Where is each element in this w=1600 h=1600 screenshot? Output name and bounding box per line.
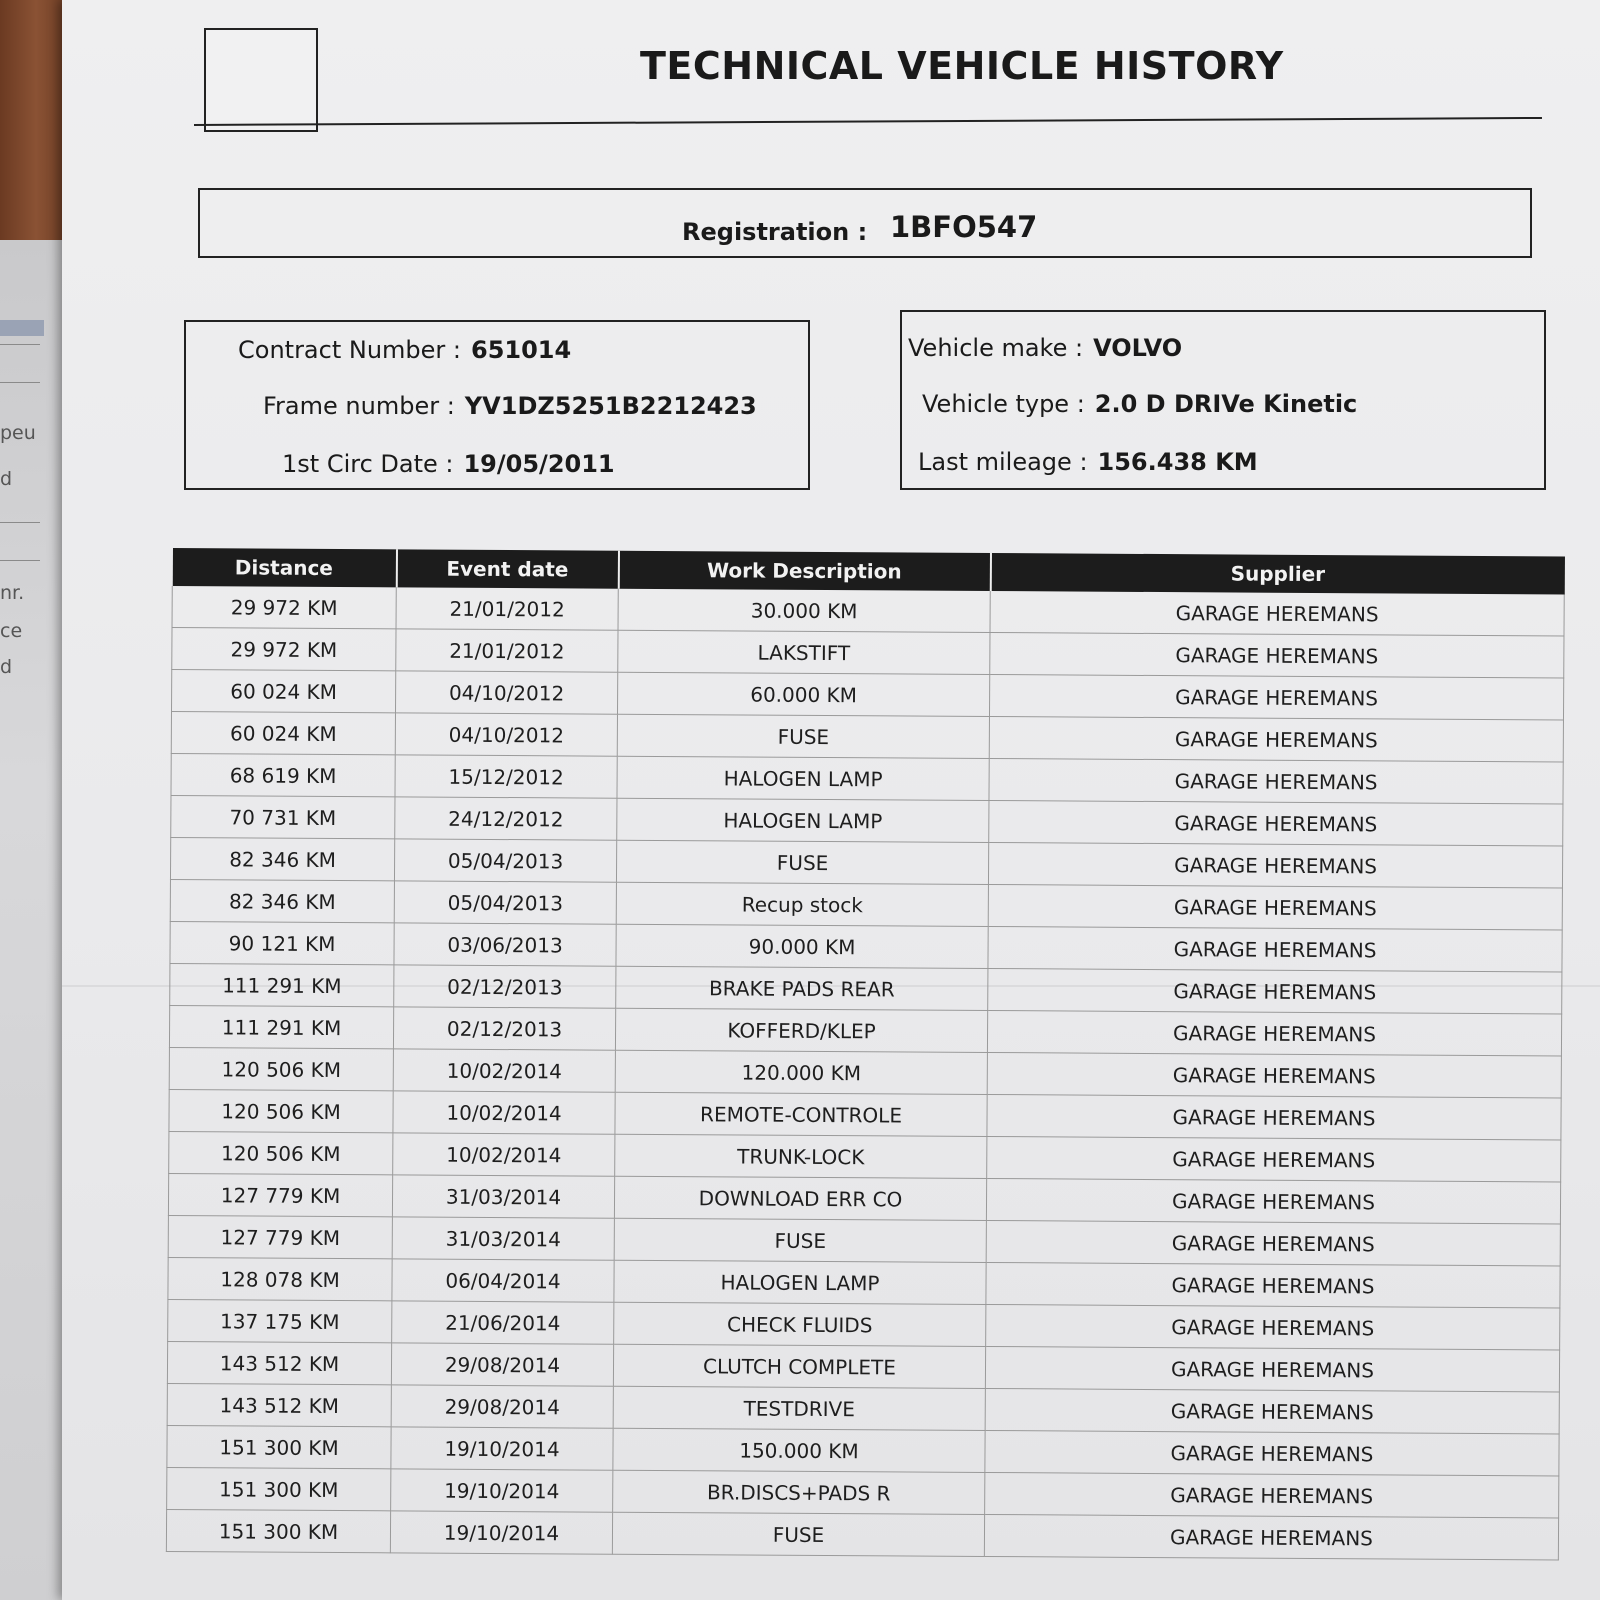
cell-work-description: TESTDRIVE	[613, 1386, 985, 1430]
cell-event-date: 31/03/2014	[392, 1175, 614, 1218]
cell-distance: 143 512 KM	[167, 1383, 391, 1426]
contract-number-field	[238, 336, 571, 364]
cell-supplier: GARAGE HEREMANS	[986, 1304, 1560, 1350]
cell-event-date: 21/01/2012	[396, 587, 618, 630]
cell-event-date: 21/06/2014	[392, 1301, 614, 1344]
cell-distance: 128 078 KM	[168, 1257, 392, 1300]
frame-number-label: Frame number :	[263, 392, 455, 420]
vehicle-make-field	[908, 334, 1182, 362]
cell-supplier: GARAGE HEREMANS	[987, 1094, 1561, 1140]
cell-event-date: 05/04/2013	[394, 881, 616, 924]
cell-supplier: GARAGE HEREMANS	[989, 758, 1563, 804]
cell-distance: 90 121 KM	[170, 921, 394, 964]
cell-event-date: 29/08/2014	[391, 1343, 613, 1386]
cell-supplier: GARAGE HEREMANS	[984, 1514, 1558, 1560]
last-mileage-field	[918, 448, 1258, 476]
cell-work-description: 120.000 KM	[615, 1050, 987, 1094]
underlying-sheet-rule	[0, 560, 40, 561]
cell-distance: 120 506 KM	[169, 1131, 393, 1174]
cell-event-date: 21/01/2012	[396, 629, 618, 672]
cell-supplier: GARAGE HEREMANS	[987, 1136, 1561, 1182]
first-circ-date-value: 19/05/2011	[463, 450, 615, 478]
cell-work-description: KOFFERD/KLEP	[615, 1008, 987, 1052]
cell-distance: 68 619 KM	[171, 753, 395, 796]
last-mileage-value: 156.438 KM	[1097, 448, 1258, 476]
cell-work-description: 90.000 KM	[616, 924, 988, 968]
cell-distance: 29 972 KM	[172, 586, 396, 629]
cell-supplier: GARAGE HEREMANS	[987, 1052, 1561, 1098]
cell-distance: 82 346 KM	[170, 879, 394, 922]
cell-work-description: CHECK FLUIDS	[614, 1302, 986, 1346]
cell-work-description: 30.000 KM	[618, 589, 990, 633]
cell-distance: 120 506 KM	[169, 1047, 393, 1090]
vehicle-type-field	[922, 390, 1357, 418]
underlying-sheet-rule	[0, 382, 40, 383]
history-table-body	[166, 586, 1564, 1560]
frame-number-field	[263, 392, 757, 420]
cell-work-description: BRAKE PADS REAR	[616, 966, 988, 1010]
cell-supplier: GARAGE HEREMANS	[989, 800, 1563, 846]
cell-supplier: GARAGE HEREMANS	[985, 1346, 1559, 1392]
cell-event-date: 24/12/2012	[395, 797, 617, 840]
cell-supplier: GARAGE HEREMANS	[985, 1472, 1559, 1518]
cell-supplier: GARAGE HEREMANS	[990, 591, 1564, 636]
cell-work-description: Recup stock	[616, 882, 988, 926]
cell-distance: 82 346 KM	[170, 837, 394, 880]
cell-supplier: GARAGE HEREMANS	[989, 674, 1563, 720]
cell-distance: 111 291 KM	[170, 963, 394, 1006]
cell-work-description: FUSE	[614, 1218, 986, 1262]
vehicle-type-label: Vehicle type :	[922, 390, 1085, 418]
contract-number-label: Contract Number :	[238, 336, 461, 364]
cell-work-description: TRUNK-LOCK	[615, 1134, 987, 1178]
cell-work-description: FUSE	[617, 714, 989, 758]
column-header-distance: Distance	[172, 548, 396, 587]
cell-distance: 111 291 KM	[169, 1005, 393, 1048]
cell-distance: 60 024 KM	[172, 670, 396, 713]
underlying-sheet-shade	[0, 320, 44, 336]
cell-event-date: 04/10/2012	[395, 671, 617, 714]
table-row	[166, 1509, 1558, 1560]
underlying-sheet-fragment: nr.	[0, 582, 25, 604]
cell-event-date: 10/02/2014	[393, 1049, 615, 1092]
underlying-sheet-rule	[0, 522, 40, 523]
cell-event-date: 02/12/2013	[393, 1007, 615, 1050]
cell-event-date: 15/12/2012	[395, 755, 617, 798]
cell-work-description: LAKSTIFT	[618, 630, 990, 674]
registration-label: Registration :	[682, 218, 868, 246]
contract-number-value: 651014	[471, 336, 572, 364]
cell-supplier: GARAGE HEREMANS	[989, 716, 1563, 762]
cell-work-description: 150.000 KM	[613, 1428, 985, 1472]
cell-event-date: 03/06/2013	[394, 923, 616, 966]
cell-work-description: DOWNLOAD ERR CO	[614, 1176, 986, 1220]
cell-supplier: GARAGE HEREMANS	[990, 632, 1564, 678]
vehicle-type-value: 2.0 D DRIVe Kinetic	[1094, 390, 1358, 418]
cell-event-date: 19/10/2014	[391, 1469, 613, 1512]
cell-distance: 70 731 KM	[171, 795, 395, 838]
cell-distance: 120 506 KM	[169, 1089, 393, 1132]
cell-supplier: GARAGE HEREMANS	[986, 1262, 1560, 1308]
cell-work-description: HALOGEN LAMP	[617, 756, 989, 800]
last-mileage-label: Last mileage :	[918, 448, 1088, 476]
cell-distance: 143 512 KM	[167, 1341, 391, 1384]
cell-distance: 151 300 KM	[167, 1467, 391, 1510]
history-table	[166, 548, 1565, 1560]
cell-supplier: GARAGE HEREMANS	[986, 1220, 1560, 1266]
cell-distance: 151 300 KM	[166, 1509, 390, 1552]
cell-distance: 60 024 KM	[171, 712, 395, 755]
cell-work-description: HALOGEN LAMP	[614, 1260, 986, 1304]
cell-distance: 151 300 KM	[167, 1425, 391, 1468]
underlying-sheet-fragment: d	[0, 468, 13, 490]
registration-value: 1BFO547	[890, 210, 1038, 244]
first-circ-date-label: 1st Circ Date :	[282, 450, 454, 478]
cell-supplier: GARAGE HEREMANS	[987, 1010, 1561, 1056]
cell-supplier: GARAGE HEREMANS	[988, 842, 1562, 888]
cell-supplier: GARAGE HEREMANS	[985, 1430, 1559, 1476]
underlying-sheet-rule	[0, 344, 40, 345]
cell-distance: 127 779 KM	[168, 1173, 392, 1216]
cell-event-date: 05/04/2013	[394, 839, 616, 882]
cell-supplier: GARAGE HEREMANS	[988, 884, 1562, 930]
cell-event-date: 04/10/2012	[395, 713, 617, 756]
vehicle-make-label: Vehicle make :	[908, 334, 1084, 362]
title-underline	[194, 117, 1542, 126]
cell-distance: 127 779 KM	[168, 1215, 392, 1258]
cell-work-description: REMOTE-CONTROLE	[615, 1092, 987, 1136]
cell-event-date: 19/10/2014	[390, 1511, 612, 1554]
cell-distance: 29 972 KM	[172, 628, 396, 671]
cell-work-description: HALOGEN LAMP	[617, 798, 989, 842]
cell-supplier: GARAGE HEREMANS	[988, 968, 1562, 1014]
cell-event-date: 19/10/2014	[391, 1427, 613, 1470]
cell-event-date: 29/08/2014	[391, 1385, 613, 1428]
underlying-sheet-fragment: peu	[0, 422, 36, 444]
cell-event-date: 10/02/2014	[393, 1133, 615, 1176]
first-circ-date-field	[282, 450, 615, 478]
frame-number-value: YV1DZ5251B2212423	[464, 392, 757, 420]
logo-placeholder-box	[204, 28, 318, 132]
column-header-supplier: Supplier	[990, 553, 1564, 595]
cell-work-description: 60.000 KM	[617, 672, 989, 716]
cell-event-date: 31/03/2014	[392, 1217, 614, 1260]
underlying-sheet-fragment: ce	[0, 620, 23, 642]
cell-work-description: CLUTCH COMPLETE	[613, 1344, 985, 1388]
cell-event-date: 06/04/2014	[392, 1259, 614, 1302]
vehicle-make-value: VOLVO	[1093, 334, 1183, 362]
column-header-event-date: Event date	[396, 549, 618, 588]
cell-distance: 137 175 KM	[168, 1299, 392, 1342]
cell-supplier: GARAGE HEREMANS	[986, 1178, 1560, 1224]
cell-supplier: GARAGE HEREMANS	[985, 1388, 1559, 1434]
underlying-sheet-fragment: d	[0, 656, 13, 678]
cell-event-date: 10/02/2014	[393, 1091, 615, 1134]
cell-event-date: 02/12/2013	[394, 965, 616, 1008]
vehicle-history-sheet	[62, 0, 1600, 1600]
cell-work-description: FUSE	[616, 840, 988, 884]
cell-work-description: FUSE	[612, 1512, 984, 1556]
document-title: TECHNICAL VEHICLE HISTORY	[640, 44, 1284, 88]
cell-work-description: BR.DISCS+PADS R	[613, 1470, 985, 1514]
cell-supplier: GARAGE HEREMANS	[988, 926, 1562, 972]
column-header-work-description: Work Description	[618, 551, 990, 591]
